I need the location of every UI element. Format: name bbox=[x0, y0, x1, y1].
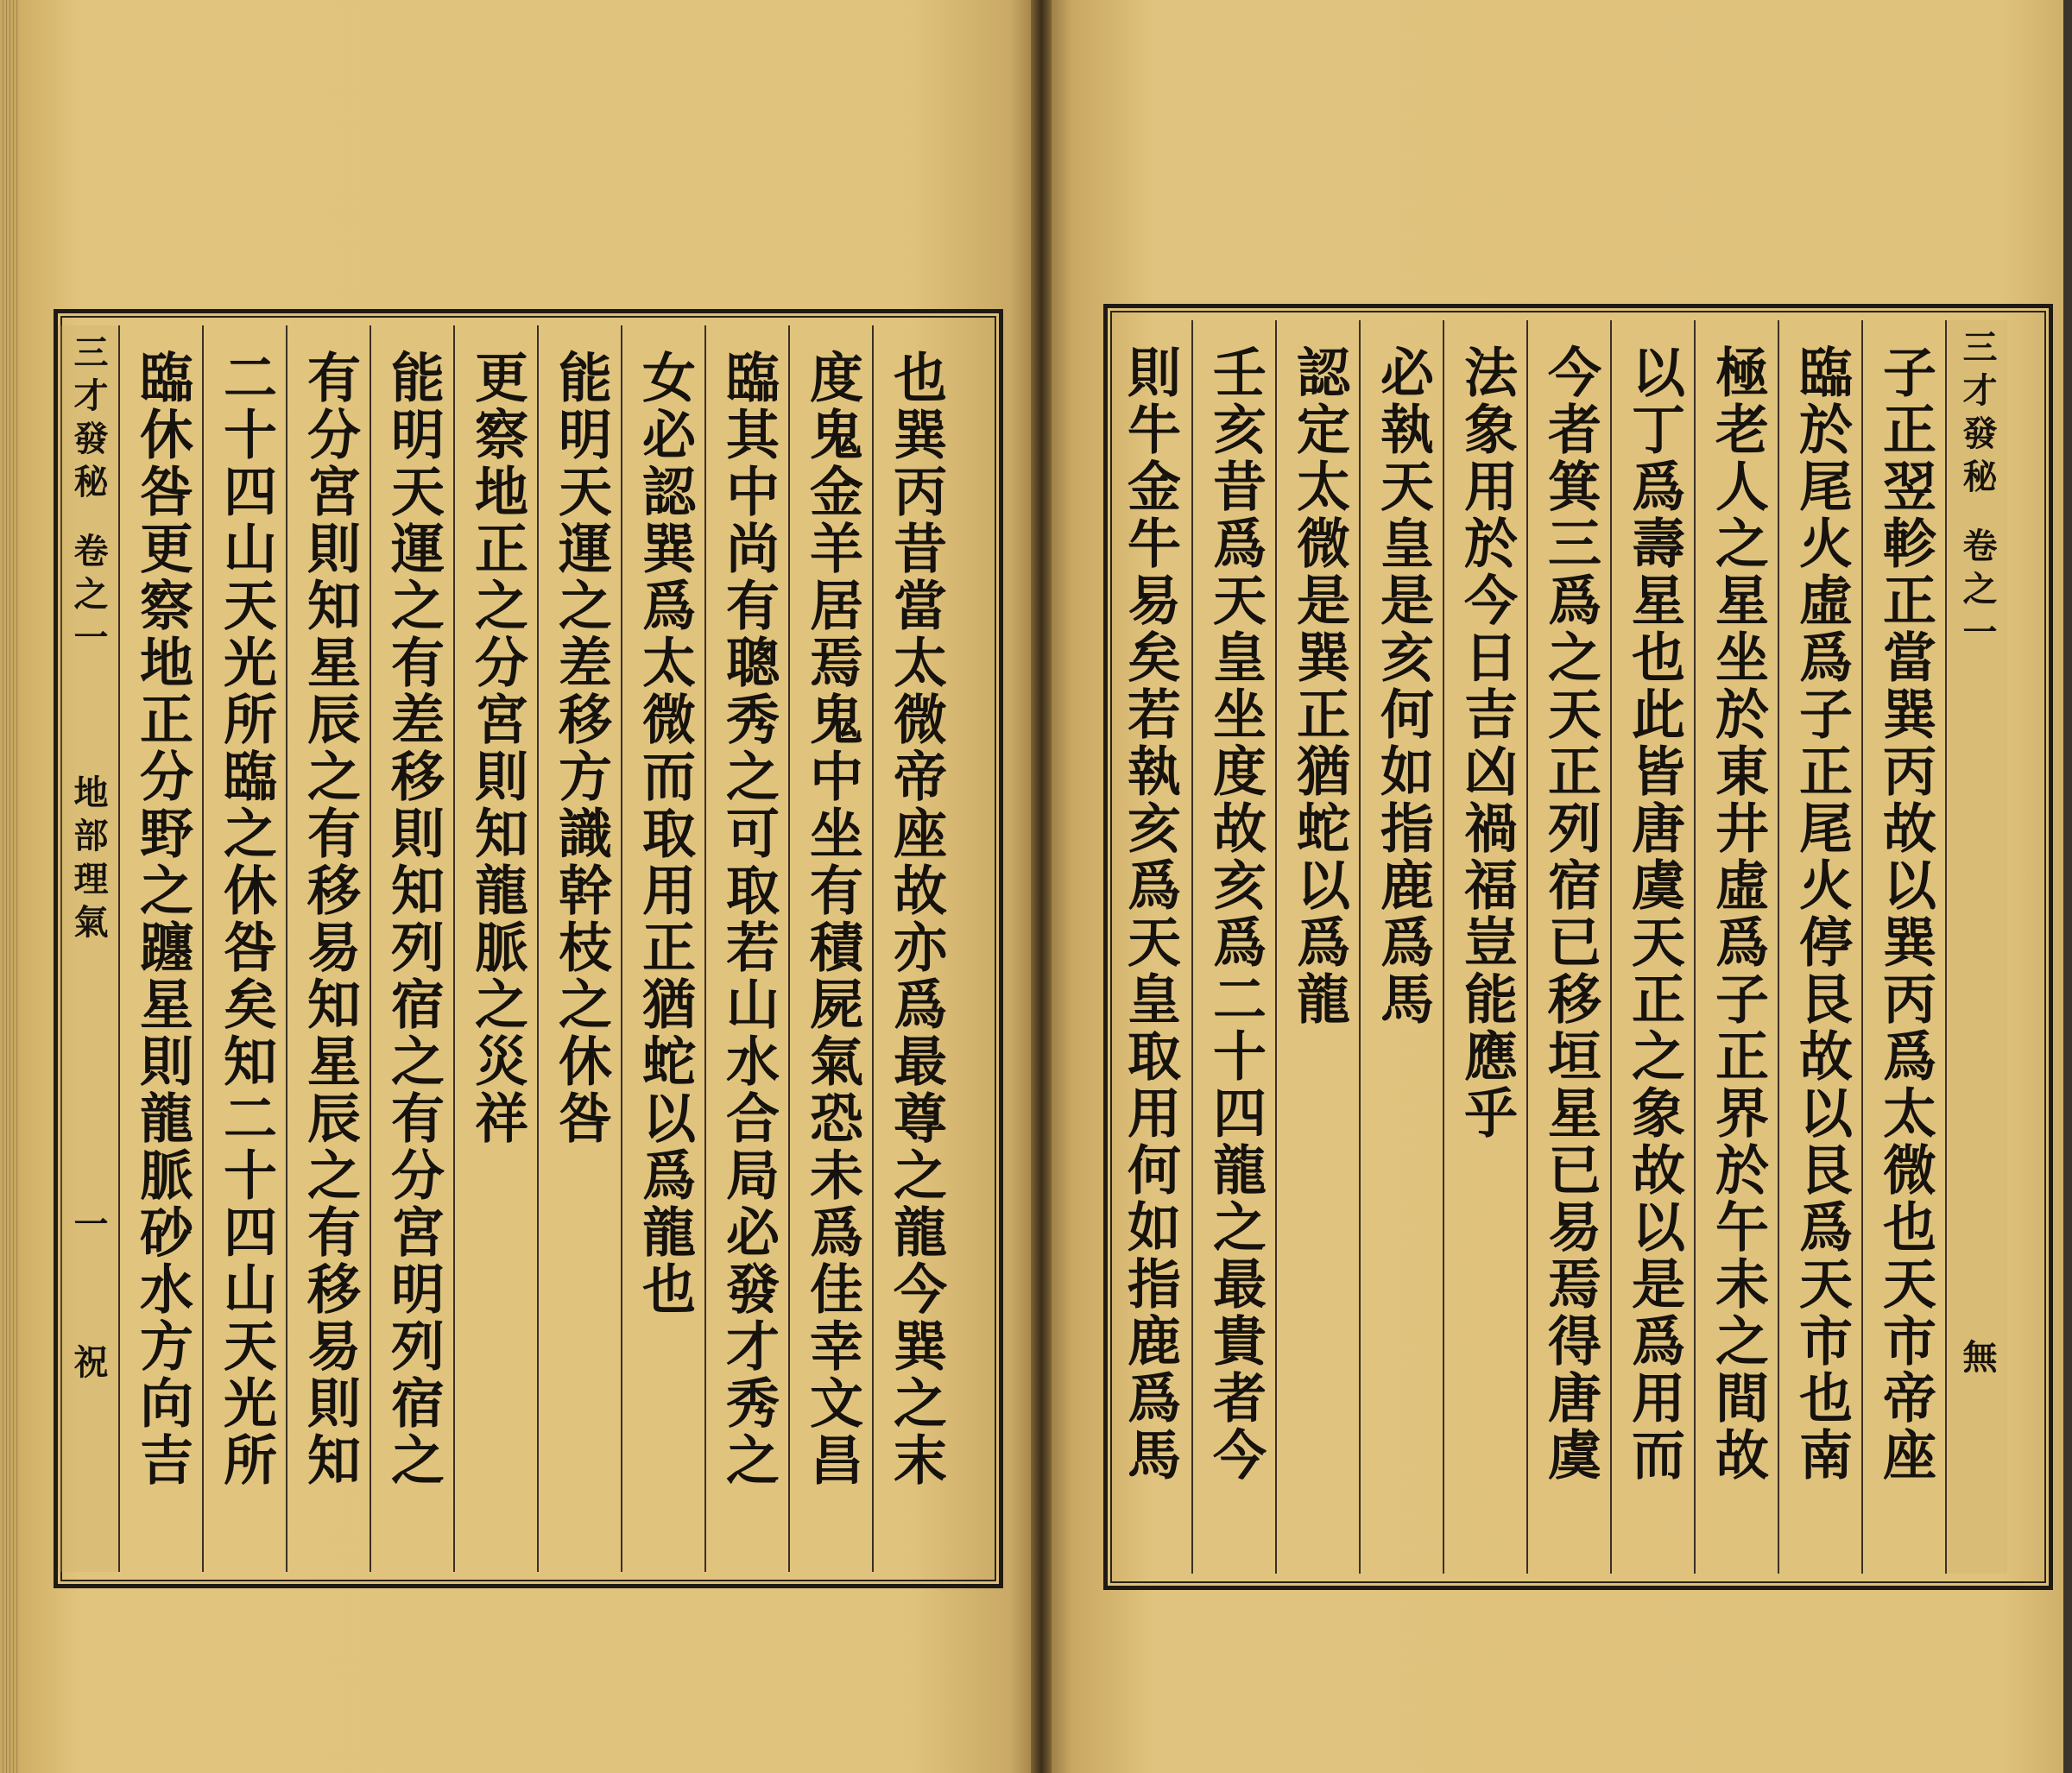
left-text-frame bbox=[54, 309, 1003, 1588]
right-spine-title: 三才發秘 bbox=[1957, 329, 1998, 502]
right-column-5 bbox=[1526, 320, 1612, 1574]
text-column: 子正翌軫正當巽丙故以巽丙爲太微也天市帝座 bbox=[1873, 344, 1937, 1484]
text-column: 臨其中尚有聰秀之可取若山水合局必發才秀之 bbox=[717, 350, 780, 1489]
left-column-8 bbox=[286, 325, 371, 1572]
right-column-1 bbox=[1861, 320, 1947, 1574]
text-column: 臨休咎更察地正分野之躔星則龍脈砂水方向吉 bbox=[130, 350, 194, 1489]
right-column-8 bbox=[1275, 320, 1361, 1574]
left-spine-volume: 卷之一 bbox=[68, 533, 109, 662]
text-column: 有分宮則知星辰之有移易知星辰之有移易則知 bbox=[298, 350, 362, 1489]
left-column-3 bbox=[704, 325, 790, 1572]
text-column: 則牛金牛易矣若執亥爲天皇取用何如指鹿爲馬 bbox=[1118, 344, 1182, 1484]
left-column-6 bbox=[453, 325, 539, 1572]
book-gutter bbox=[1031, 0, 1052, 1773]
left-page bbox=[19, 0, 1031, 1773]
right-spine-mark: 無 bbox=[1957, 1339, 1998, 1382]
left-spine-column bbox=[58, 325, 118, 1572]
right-column-3 bbox=[1694, 320, 1779, 1574]
left-column-10 bbox=[118, 325, 204, 1572]
text-column: 度鬼金羊居焉鬼中坐有積屍氣恐未爲佳幸文昌 bbox=[800, 350, 864, 1489]
left-column-1 bbox=[872, 325, 957, 1572]
text-column: 今者箕三爲之天正列宿已移垣星已易焉得唐虞 bbox=[1538, 344, 1602, 1484]
text-column: 認定太微是巽正猶蛇以爲龍 bbox=[1287, 344, 1351, 1028]
text-column: 能明天運之有差移則知列宿之有分宮明列宿之 bbox=[382, 350, 445, 1489]
right-column-4 bbox=[1610, 320, 1696, 1574]
right-page bbox=[1052, 0, 2063, 1773]
left-spine-title: 三才發秘 bbox=[68, 334, 109, 507]
right-spine-volume: 卷之一 bbox=[1957, 527, 1998, 657]
right-column-9 bbox=[1191, 320, 1277, 1574]
left-spine-section: 地部理氣 bbox=[68, 774, 109, 947]
left-column-2 bbox=[788, 325, 874, 1572]
text-column: 壬亥昔爲天皇坐度故亥爲二十四龍之最貴者今 bbox=[1203, 344, 1267, 1484]
text-column: 女必認巽爲太微而取用正猶蛇以爲龍也 bbox=[633, 350, 697, 1318]
text-column: 法象用於今日吉凶禍福豈能應乎 bbox=[1455, 344, 1519, 1142]
right-text-frame bbox=[1103, 304, 2053, 1590]
left-column-9 bbox=[202, 325, 287, 1572]
text-column: 以丁爲壽星也此皆唐虞天正之象故以是爲用而 bbox=[1622, 344, 1686, 1484]
text-column: 臨於尾火虛爲子正尾火停艮故以艮爲天市也南 bbox=[1790, 344, 1854, 1484]
text-column: 更察地正之分宮則知龍脈之災祥 bbox=[465, 350, 529, 1147]
text-column: 二十四山天光所臨之休咎矣知二十四山天光所 bbox=[214, 350, 278, 1489]
text-column: 能明天運之差移方識幹枝之休咎 bbox=[549, 350, 613, 1147]
right-column-2 bbox=[1778, 320, 1863, 1574]
left-column-4 bbox=[621, 325, 706, 1572]
right-column-6 bbox=[1443, 320, 1528, 1574]
right-column-10 bbox=[1108, 320, 1191, 1574]
left-column-7 bbox=[370, 325, 455, 1572]
text-column: 極老人之星坐於東井虛爲子正界於午未之間故 bbox=[1706, 344, 1770, 1484]
right-column-7 bbox=[1359, 320, 1444, 1574]
left-column-5 bbox=[537, 325, 622, 1572]
text-column: 必執天皇是亥何如指鹿爲馬 bbox=[1371, 344, 1435, 1028]
right-spine-column bbox=[1945, 320, 2007, 1574]
left-spine-page-number: 一 bbox=[68, 1206, 109, 1249]
text-column: 也巽丙昔當太微帝座故亦爲最尊之龍今巽之末 bbox=[884, 350, 948, 1489]
left-spine-mark: 祝 bbox=[68, 1344, 109, 1387]
page-edges bbox=[0, 0, 19, 1773]
